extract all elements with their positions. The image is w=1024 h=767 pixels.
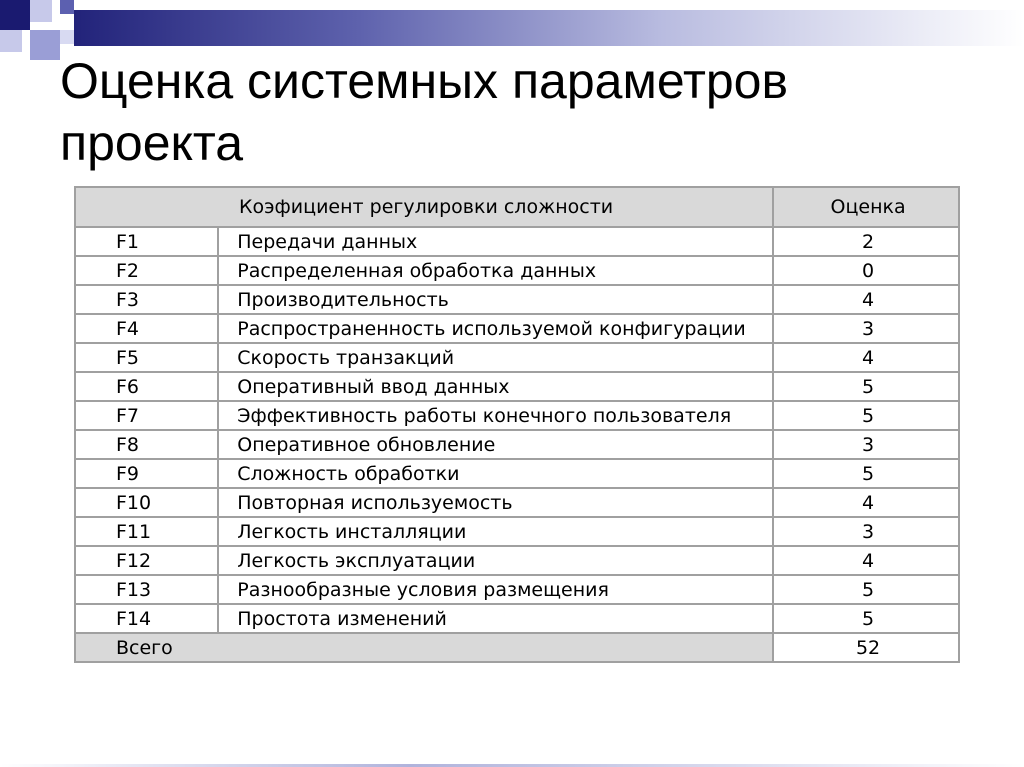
factor-name: Скорость транзакций <box>218 343 773 372</box>
table-total-row <box>75 633 959 662</box>
factor-score: 4 <box>773 488 959 517</box>
factor-code: F14 <box>75 604 218 633</box>
factor-name: Разнообразные условия размещения <box>218 575 773 604</box>
factor-score: 4 <box>773 285 959 314</box>
factor-score: 3 <box>773 430 959 459</box>
decor-square <box>0 30 22 52</box>
factor-name: Легкость инсталляции <box>218 517 773 546</box>
factor-code: F2 <box>75 256 218 285</box>
slide-title <box>60 50 960 174</box>
factor-score: 5 <box>773 575 959 604</box>
factor-name: Легкость эксплуатации <box>218 546 773 575</box>
factor-name: Эффективность работы конечного пользователя <box>218 401 773 430</box>
table-row <box>75 372 959 401</box>
factor-score: 4 <box>773 546 959 575</box>
factor-name: Распространенность используемой конфигурации <box>218 314 773 343</box>
table-row <box>75 575 959 604</box>
factor-name: Передачи данных <box>218 227 773 256</box>
total-score: 52 <box>773 633 959 662</box>
table-row <box>75 227 959 256</box>
factor-score: 4 <box>773 343 959 372</box>
factor-code: F5 <box>75 343 218 372</box>
factor-code: F1 <box>75 227 218 256</box>
decor-square <box>60 30 74 44</box>
factor-code: F4 <box>75 314 218 343</box>
factor-code: F8 <box>75 430 218 459</box>
factor-name: Простота изменений <box>218 604 773 633</box>
factor-score: 5 <box>773 372 959 401</box>
table-row <box>75 604 959 633</box>
factor-code: F10 <box>75 488 218 517</box>
header-score: Оценка <box>773 187 959 227</box>
complexity-factors-table <box>74 186 960 663</box>
factor-code: F12 <box>75 546 218 575</box>
factor-score: 3 <box>773 314 959 343</box>
factor-score: 5 <box>773 604 959 633</box>
factor-score: 5 <box>773 459 959 488</box>
factor-code: F9 <box>75 459 218 488</box>
factor-name: Сложность обработки <box>218 459 773 488</box>
factor-name: Оперативный ввод данных <box>218 372 773 401</box>
decor-square <box>30 30 60 60</box>
table-row <box>75 285 959 314</box>
table-header-row <box>75 187 959 227</box>
factor-code: F3 <box>75 285 218 314</box>
decor-square <box>0 0 30 30</box>
factor-name: Оперативное обновление <box>218 430 773 459</box>
factor-score: 2 <box>773 227 959 256</box>
factor-score: 3 <box>773 517 959 546</box>
factor-name: Повторная используемость <box>218 488 773 517</box>
table-row <box>75 314 959 343</box>
factor-code: F13 <box>75 575 218 604</box>
table-row <box>75 343 959 372</box>
table-row <box>75 546 959 575</box>
factor-code: F11 <box>75 517 218 546</box>
decor-square <box>30 0 52 22</box>
factor-code: F7 <box>75 401 218 430</box>
table-row <box>75 401 959 430</box>
table-row <box>75 256 959 285</box>
table-row <box>75 517 959 546</box>
factor-score: 5 <box>773 401 959 430</box>
header-factor: Коэфициент регулировки сложности <box>75 187 773 227</box>
slide-title-line2: проекта <box>60 115 244 171</box>
table-row <box>75 430 959 459</box>
table-row <box>75 488 959 517</box>
table-row <box>75 459 959 488</box>
factor-code: F6 <box>75 372 218 401</box>
total-label: Всего <box>75 633 773 662</box>
factor-name: Производительность <box>218 285 773 314</box>
slide-title-line1: Оценка системных параметров <box>60 53 789 109</box>
table-body <box>75 227 959 633</box>
header-gradient-band <box>74 10 1024 46</box>
factor-name: Распределенная обработка данных <box>218 256 773 285</box>
decor-square <box>60 0 74 14</box>
factor-score: 0 <box>773 256 959 285</box>
